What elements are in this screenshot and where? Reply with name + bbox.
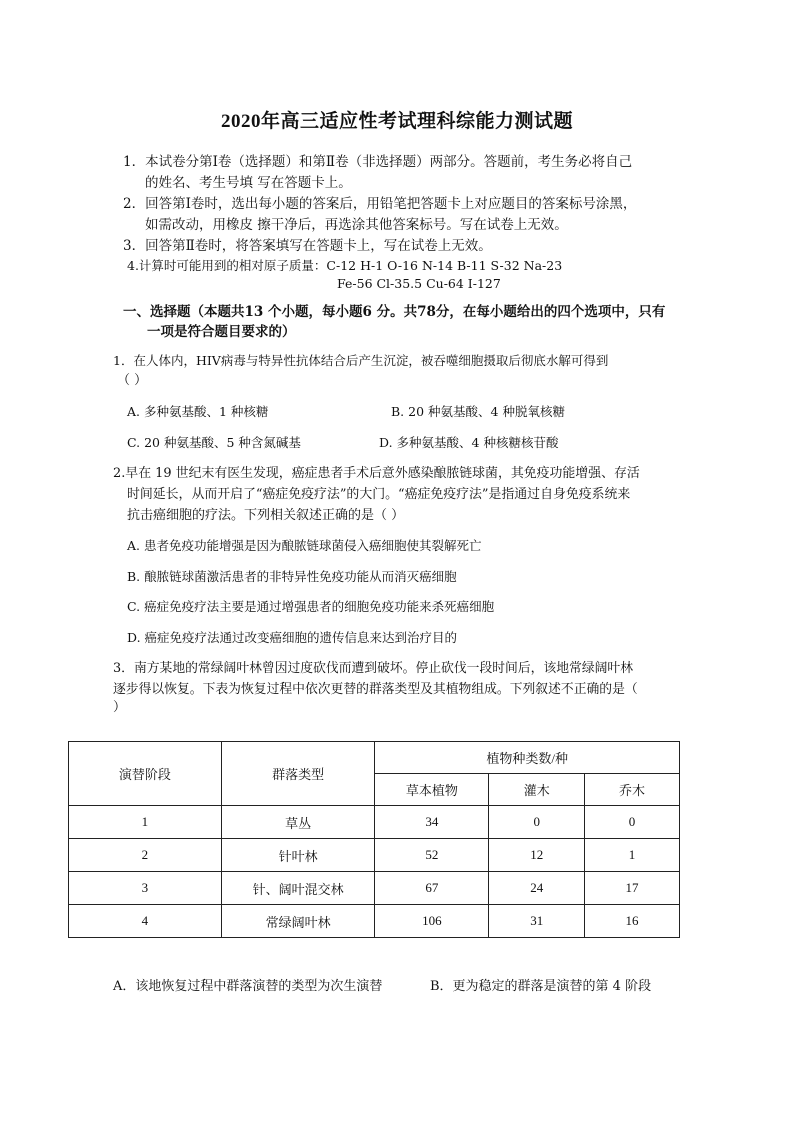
cell-herb: 67	[375, 872, 489, 905]
cell-herb: 106	[375, 905, 489, 938]
section-heading-line-2: 一项是符合题目要求的）	[147, 324, 296, 340]
table-header-row	[69, 742, 680, 774]
instruction-4-line-1: 4.计算时可能用到的相对原子质量：C-12 H-1 O-16 N-14 B-11 S-32 Na-23	[127, 258, 563, 273]
instruction-1-line-2: 的姓名、考生号填 写在答题卡上。	[145, 175, 352, 191]
succession-table	[68, 741, 680, 938]
header-stage: 演替阶段	[69, 742, 222, 806]
table-row	[69, 905, 680, 938]
question-3-option-b: B．更为稳定的群落是演替的第 4 阶段	[430, 979, 652, 994]
page-title: 2020年高三适应性考试理科综能力测试题	[220, 111, 573, 132]
question-2-stem-line-1: 2.早在 19 世纪末有医生发现，癌症患者手术后意外感染酿脓链球菌，其免疫功能增强、存活	[113, 466, 640, 481]
question-2-option-a: A. 患者免疫功能增强是因为酿脓链球菌侵入癌细胞使其裂解死亡	[127, 538, 482, 553]
question-1-option-a: A. 多种氨基酸、1 种核糖	[127, 404, 269, 419]
question-1-stem-line-1: 1．在人体内，HIV病毒与特异性抗体结合后产生沉淀，被吞噬细胞摄取后彻底水解可得到	[113, 353, 609, 368]
question-3-option-a: A．该地恢复过程中群落演替的类型为次生演替	[113, 979, 383, 994]
header-shrub: 灌木	[489, 774, 585, 806]
question-3-stem-line-2: 逐步得以恢复。下表为恢复过程中依次更替的群落类型及其植物组成。下列叙述不正确的是（	[113, 682, 638, 697]
header-species-count: 植物种类数/种	[375, 742, 680, 774]
question-2-stem-line-2: 时间延长，从而开启了“癌症免疫疗法”的大门。“癌症免疫疗法”是指通过自身免疫系统来	[127, 487, 631, 502]
cell-tree: 0	[585, 806, 680, 839]
header-community-type: 群落类型	[221, 742, 375, 806]
question-2-option-b: B. 酿脓链球菌激活患者的非特异性免疫功能从而消灭癌细胞	[127, 569, 457, 584]
question-1-option-c: C. 20 种氨基酸、5 种含氮碱基	[127, 435, 301, 450]
cell-stage: 2	[69, 839, 222, 872]
cell-stage: 4	[69, 905, 222, 938]
cell-stage: 1	[69, 806, 222, 839]
instruction-2-line-1: 2．回答第Ⅰ卷时，选出每小题的答案后，用铅笔把答题卡上对应题目的答案标号涂黑，	[123, 196, 637, 212]
cell-shrub: 24	[489, 872, 585, 905]
cell-stage: 3	[69, 872, 222, 905]
question-3-stem-line-3: ）	[113, 700, 127, 715]
question-1-stem-line-2: （ ）	[117, 373, 148, 388]
cell-tree: 1	[585, 839, 680, 872]
table-row	[69, 806, 680, 839]
instruction-4-line-2: Fe-56 Cl-35.5 Cu-64 I-127	[337, 276, 501, 291]
cell-herb: 52	[375, 839, 489, 872]
question-2-option-d: D. 癌症免疫疗法通过改变癌细胞的遗传信息来达到治疗目的	[127, 630, 458, 645]
cell-type: 针、阔叶混交林	[221, 872, 375, 905]
cell-tree: 16	[585, 905, 680, 938]
header-tree: 乔木	[585, 774, 680, 806]
section-heading-line-1: 一、选择题（本题共13 个小题，每小题6 分。共78分，在每小题给出的四个选项中，只有	[123, 304, 666, 320]
instruction-1-line-1: 1．本试卷分第Ⅰ卷（选择题）和第Ⅱ卷（非选择题）两部分。答题前，考生务必将自己	[123, 154, 633, 170]
question-2-option-c: C. 癌症免疫疗法主要是通过增强患者的细胞免疫功能来杀死癌细胞	[127, 599, 495, 614]
cell-type: 常绿阔叶林	[221, 905, 375, 938]
cell-shrub: 0	[489, 806, 585, 839]
cell-shrub: 12	[489, 839, 585, 872]
cell-shrub: 31	[489, 905, 585, 938]
cell-herb: 34	[375, 806, 489, 839]
header-herb: 草本植物	[375, 774, 489, 806]
question-1-option-d: D. 多种氨基酸、4 种核糖核苷酸	[379, 435, 559, 450]
question-1-option-b: B. 20 种氨基酸、4 种脱氧核糖	[391, 404, 565, 419]
cell-type: 针叶林	[221, 839, 375, 872]
cell-tree: 17	[585, 872, 680, 905]
table-row	[69, 839, 680, 872]
question-2-stem-line-3: 抗击癌细胞的疗法。下列相关叙述正确的是（ ）	[127, 508, 405, 523]
instruction-3: 3．回答第Ⅱ卷时，将答案填写在答题卡上，写在试卷上无效。	[123, 238, 492, 254]
cell-type: 草丛	[221, 806, 375, 839]
question-3-stem-line-1: 3．南方某地的常绿阔叶林曾因过度砍伐而遭到破坏。停止砍伐一段时间后，该地常绿阔叶林	[113, 661, 634, 676]
table-row	[69, 872, 680, 905]
instruction-2-line-2: 如需改动，用橡皮 擦干净后，再选涂其他答案标号。写在试卷上无效。	[145, 217, 568, 233]
